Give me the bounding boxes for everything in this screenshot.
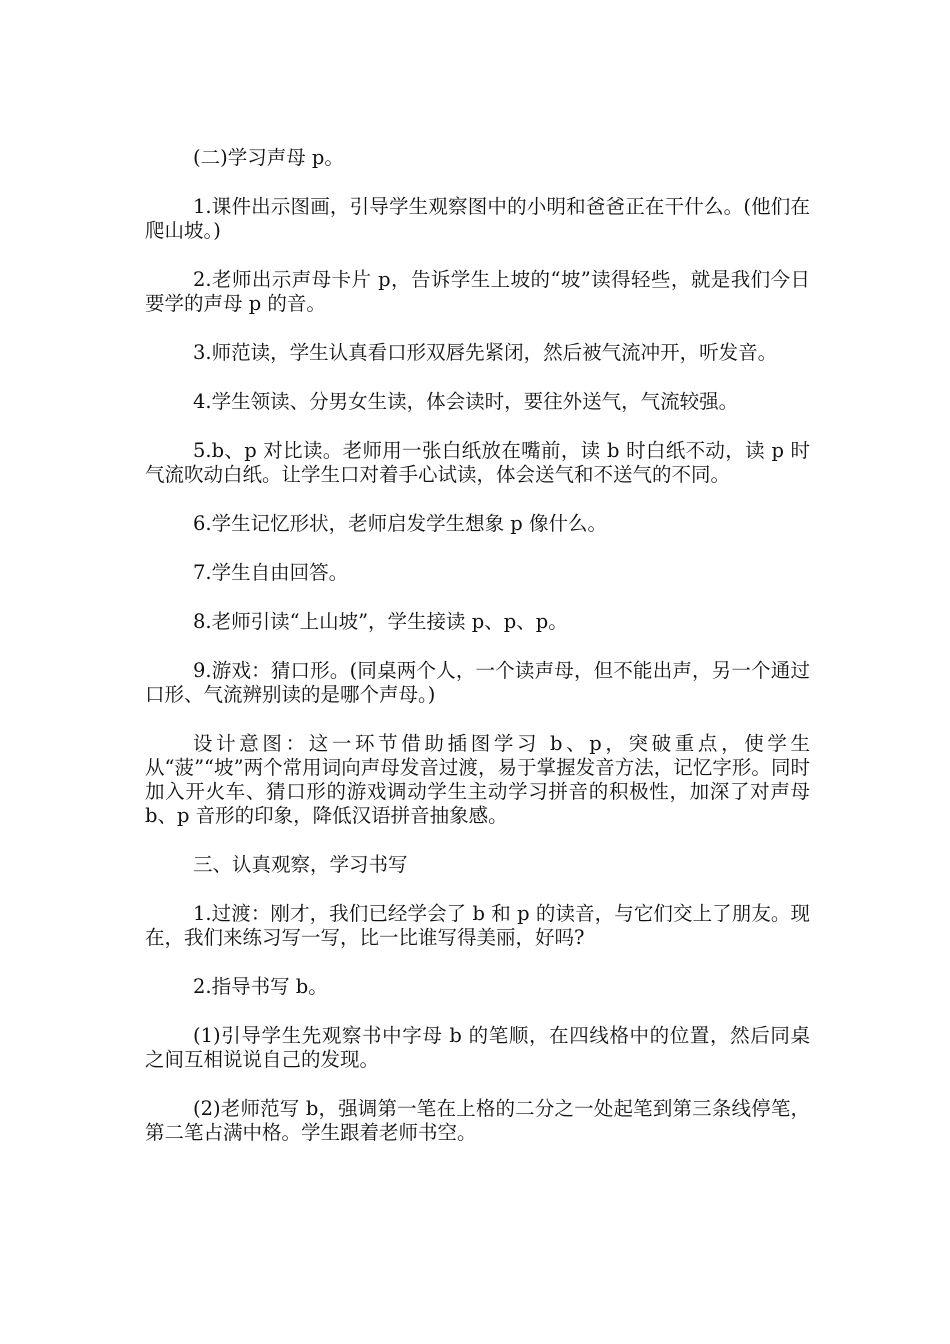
- paragraph-step-5: 5.b、p 对比读。老师用一张白纸放在嘴前，读 b 时白纸不动，读 p 时气流吹动白纸。让学生口对着手心试读，体会送气和不送气的不同。: [145, 439, 810, 486]
- paragraph-writing-step-1: 1.过渡：刚才，我们已经学会了 b 和 p 的读音，与它们交上了朋友。现在，我们来练习写一写，比一比谁写得美丽，好吗?: [145, 902, 810, 949]
- paragraph-writing-step-2: 2.指导书写 b。: [193, 975, 328, 998]
- paragraph-step-9: 9.游戏：猜口形。(同桌两个人，一个读声母，但不能出声，另一个通过口形、气流辨别读的是哪个声母。): [145, 659, 810, 706]
- paragraph-step-3: 3.师范读，学生认真看口形双唇先紧闭，然后被气流冲开，听发音。: [193, 341, 778, 364]
- paragraph-section-three-heading: 三、认真观察，学习书写: [193, 853, 408, 876]
- paragraph-writing-substep-2: (2)老师范写 b，强调第一笔在上格的二分之一处起笔到第三条线停笔，第二笔占满中格。学生跟着老师书空。: [145, 1097, 810, 1144]
- paragraph-step-7: 7.学生自由回答。: [193, 561, 349, 584]
- paragraph-section-heading: (二)学习声母 p。: [193, 146, 344, 169]
- paragraph-design-intent: 设计意图：这一环节借助插图学习 b、p，突破重点，使学生从“菠”“坡”两个常用词向声母发音过渡，易于掌握发音方法，记忆字形。同时加入开火车、猜口形的游戏调动学生主动学习拼音的积极性，加深了对声母 b、p 音形的印象，降低汉语拼音抽象感。: [145, 732, 810, 827]
- paragraph-writing-substep-1: (1)引导学生先观察书中字母 b 的笔顺，在四线格中的位置，然后同桌之间互相说说自己的发现。: [145, 1024, 810, 1071]
- document-body: [145, 146, 810, 1170]
- paragraph-step-6: 6.学生记忆形状，老师启发学生想象 p 像什么。: [193, 512, 607, 535]
- paragraph-step-4: 4.学生领读、分男女生读，体会读时，要往外送气，气流较强。: [193, 390, 739, 413]
- paragraph-step-8: 8.老师引读“上山坡”，学生接读 p、p、p。: [193, 610, 568, 633]
- paragraph-step-2: 2.老师出示声母卡片 p，告诉学生上坡的“坡”读得轻些，就是我们今日要学的声母 p 的音。: [145, 268, 810, 315]
- paragraph-step-1: 1.课件出示图画，引导学生观察图中的小明和爸爸正在干什么。(他们在爬山坡。): [145, 195, 810, 242]
